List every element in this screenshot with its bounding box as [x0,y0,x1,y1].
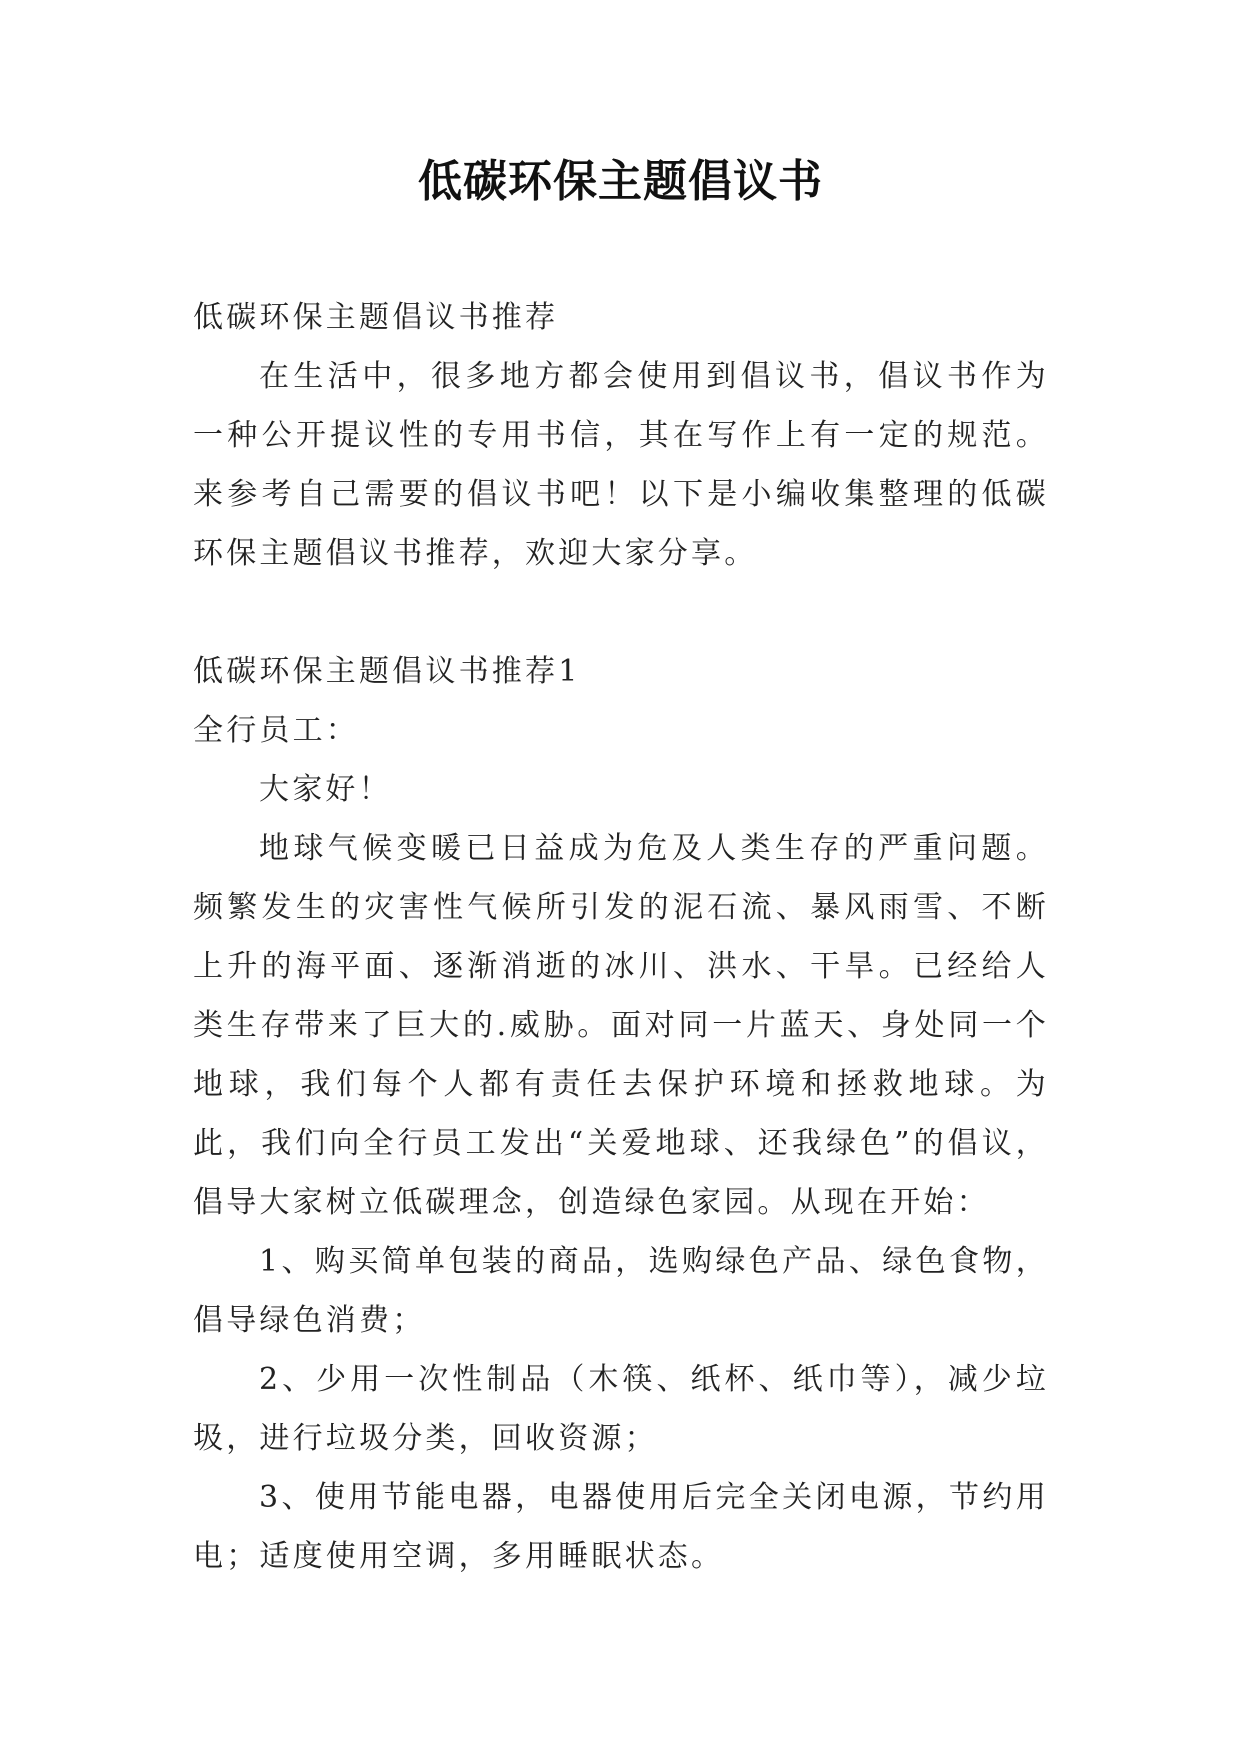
document-title: 低碳环保主题倡议书 [418,156,823,207]
greeting: 大家好！ [259,772,392,807]
paragraph-spacer [193,583,1049,642]
body-paragraph: 地球气候变暖已日益成为危及人类生存的严重问题。频繁发生的灾害性气候所引发的泥石流、暴风雨雪、不断上升的海平面、逐渐消逝的冰川、洪水、干旱。已经给人类生存带来了巨大的.威胁。面对同一片蓝天、身处同一个地球，我们每个人都有责任去保护环境和拯救地球。为此，我们向全行员工发出“关爱地球、还我绿色”的倡议，倡导大家树立低碳理念，创造绿色家园。从现在开始： [193,831,1049,1220]
document-subtitle: 低碳环保主题倡议书推荐 [193,300,559,335]
section-heading: 低碳环保主题倡议书推荐1 [193,654,581,689]
list-item: 2、少用一次性制品（木筷、纸杯、纸巾等），减少垃圾，进行垃圾分类，回收资源； [193,1362,1049,1456]
list-item: 3、使用节能电器，电器使用后完全关闭电源，节约用电；适度使用空调，多用睡眠状态。 [193,1480,1049,1574]
document-body [193,288,1049,1586]
salutation: 全行员工： [193,713,359,748]
list-item: 1、购买简单包装的商品，选购绿色产品、绿色食物，倡导绿色消费； [193,1244,1049,1338]
intro-paragraph: 在生活中，很多地方都会使用到倡议书，倡议书作为一种公开提议性的专用书信，其在写作上有一定的规范。来参考自己需要的倡议书吧！以下是小编收集整理的低碳环保主题倡议书推荐，欢迎大家分享。 [193,359,1049,571]
